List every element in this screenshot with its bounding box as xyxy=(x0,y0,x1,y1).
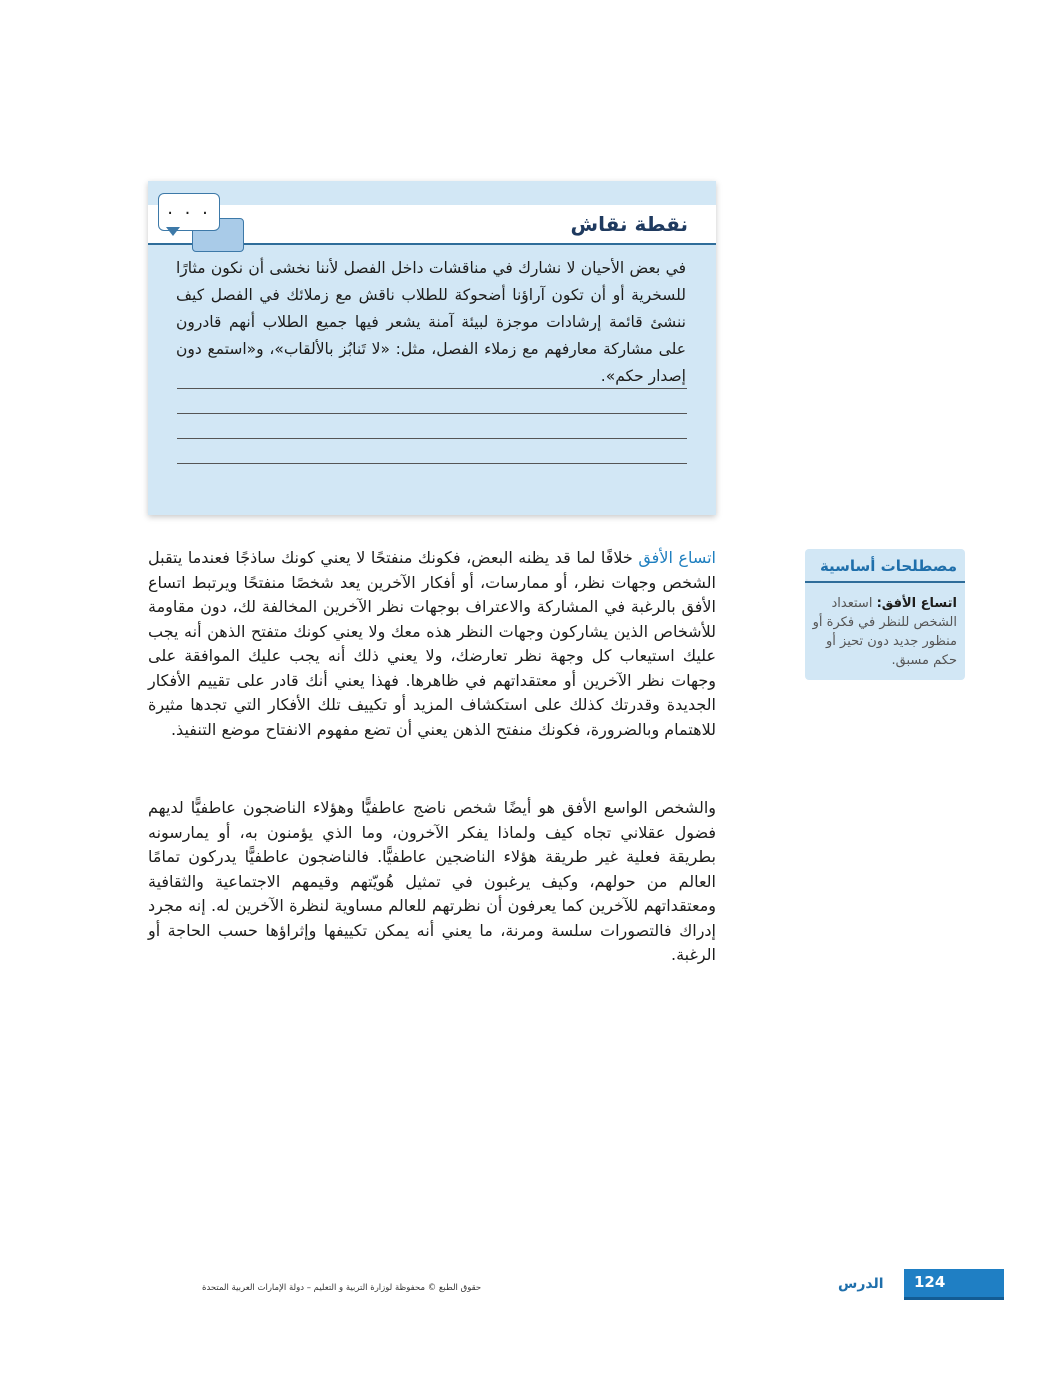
paragraph-text: خلافًا لما قد يظنه البعض، فكونك منفتحًا لا يعني كونك ساذجًا فعندما يتقبل الشخص وجهات نظر، أو ممارسات، أو أفكار الآخرين يعد شخصًا منفتحًا ويرتبط اتساع الأفق بالرغبة في المشاركة والاعتراف بوجهات نظر الآخرين المخالفة لك، دون مقاومة للأشخاص الذين يشاركون وجهات النظر هذه معك ولا يعني كونك متفتح الذهن أنه يجب عليك استيعاب كل وجهة نظر تعارضك، ولا يعني ذلك أنه يجب عليك الموافقة على وجهات نظر الآخرين أو معتقداتهم في ظاهرها. فهذا يعني أنك قادر على تقييم الأفكار الجديدة وقدرتك كذلك على استكشاف المزيد أو تكييف تلك الأفكار التي تجدها مثيرة للاهتمام وبالضرورة، فكونك منفتح الذهن يعني أن تضع مفهوم الانفتاح موضع التنفيذ. xyxy=(148,548,716,739)
definition-text: استعداد الشخص للنظر في فكرة أو منظور جديد دون تحيز أو حكم مسبق. xyxy=(812,596,957,668)
copyright-notice: حقوق الطبع © محفوظة لوزارة التربية و التعليم – دولة الإمارات العربية المتحدة xyxy=(202,1283,482,1293)
key-terms-title: مصطلحات أساسية xyxy=(819,557,957,575)
answer-line[interactable] xyxy=(177,413,687,414)
key-term: اتساع الأفق: xyxy=(876,596,957,611)
answer-line[interactable] xyxy=(177,438,687,439)
bubble-tail-icon xyxy=(166,227,180,236)
discussion-prompt: في بعض الأحيان لا نشارك في مناقشات داخل الفصل لأننا نخشى أن نكون مثارًا للسخرية أو أن تكون آراؤنا أضحوكة للطلاب ناقش مع زملائك في الفصل كيف ننشئ قائمة إرشادات موجزة لبيئة آمنة يشعر فيها جميع الطلاب أنهم قادرون على مشاركة معارفهم مع زملاء الفصل، مثل: «لا تَنابُز بالألقاب»، و«استمع دون إصدار حكم». xyxy=(176,259,686,385)
paragraph-open-mindedness xyxy=(148,546,716,742)
page-number-tab xyxy=(904,1269,1004,1300)
key-terms-box xyxy=(805,549,965,680)
lesson-label: الدرس xyxy=(838,1276,884,1292)
discussion-box xyxy=(148,181,716,515)
key-term-definition xyxy=(811,594,957,670)
divider xyxy=(805,581,965,583)
paragraph-emotional-maturity: والشخص الواسع الأفق هو أيضًا شخص ناضج عاطفيًّا وهؤلاء الناضجون عاطفيًّا لديهم فضول عقلاني تجاه كيف ولماذا يفكر الآخرون، وما الذي يؤمنون به، أو يمارسونه بطريقة فعلية غير طريقة هؤلاء الناضجين عاطفيًّا. فالناضجون عاطفيًّا يدركون تمامًا العالم من حولهم، وكيف يرغبون في تمثيل هُويّتهم وقيمهم الاجتماعية والثقافية ومعتقداتهم للآخرين كما يعرفون أن نظرتهم للعالم مساوية لنظرة الآخرين له. إنه مجرد إدراك فالتصورات سلسة ومرنة، ما يعني أنه يمكن تكييفها وإثراؤها حسب الحاجة أو الرغبة. xyxy=(148,798,716,964)
answer-line[interactable] xyxy=(177,388,687,389)
chat-bubble-icon: . . . xyxy=(158,193,220,231)
highlighted-term: اتساع الأفق xyxy=(638,548,716,567)
page-number: 124 xyxy=(914,1273,946,1291)
discussion-title: نقطة نقاش xyxy=(570,212,688,236)
answer-line[interactable] xyxy=(177,463,687,464)
